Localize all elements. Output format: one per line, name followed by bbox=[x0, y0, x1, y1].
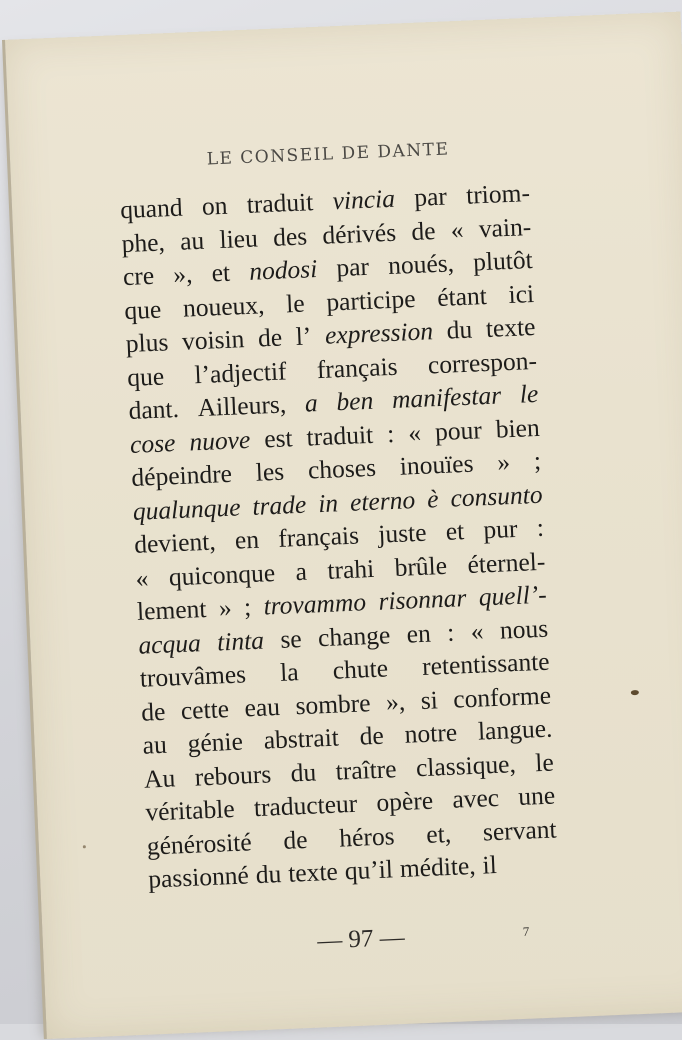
word: vain- bbox=[478, 211, 532, 243]
word: Au bbox=[143, 762, 176, 794]
word: de bbox=[359, 720, 385, 751]
word: français bbox=[316, 351, 399, 384]
word: change bbox=[317, 619, 391, 652]
word: classique, bbox=[415, 748, 517, 782]
word: traduit bbox=[305, 419, 374, 452]
word: » bbox=[496, 447, 511, 477]
italic-word: consunto bbox=[449, 479, 544, 513]
paper-speck bbox=[631, 690, 639, 695]
italic-word: trade bbox=[251, 489, 307, 521]
word: traducteur bbox=[253, 788, 358, 823]
word: rebours bbox=[194, 758, 272, 792]
word: chute bbox=[332, 653, 389, 685]
word: eau bbox=[243, 691, 281, 722]
word: participe bbox=[325, 283, 417, 317]
word: lieu bbox=[218, 222, 259, 254]
word: : bbox=[386, 418, 395, 448]
word: français bbox=[277, 520, 360, 553]
word: la bbox=[279, 657, 300, 687]
word: l’ bbox=[295, 321, 312, 351]
word: véritable bbox=[144, 793, 236, 827]
word: éternel- bbox=[466, 546, 546, 579]
word: opère bbox=[375, 785, 434, 817]
word: cre bbox=[122, 260, 155, 292]
italic-word: nodosi bbox=[248, 254, 318, 286]
word: notre bbox=[404, 717, 458, 749]
word: héros bbox=[338, 820, 396, 853]
word: plus bbox=[125, 327, 169, 359]
word: choses bbox=[307, 452, 377, 485]
running-header: LE CONSEIL DE DANTE bbox=[206, 139, 450, 170]
italic-word: qualunque bbox=[132, 491, 242, 526]
italic-word: in bbox=[317, 487, 339, 518]
word: dépeindre bbox=[130, 458, 233, 492]
word: ; bbox=[243, 592, 252, 622]
word: en bbox=[234, 524, 260, 555]
word: : bbox=[446, 617, 455, 647]
word: traduit bbox=[246, 187, 314, 219]
word: juste bbox=[377, 517, 428, 549]
word: « bbox=[450, 214, 465, 244]
italic-word: vincia bbox=[331, 183, 396, 216]
word: des bbox=[272, 220, 308, 252]
word: et bbox=[445, 516, 465, 546]
word: noueux, bbox=[182, 289, 265, 323]
italic-word: ben bbox=[335, 385, 374, 417]
italic-word: eterno bbox=[349, 484, 416, 517]
italic-word: è bbox=[426, 483, 440, 514]
word: voisin bbox=[181, 324, 245, 356]
word: », bbox=[385, 686, 406, 716]
body-text bbox=[120, 176, 559, 896]
word: : bbox=[536, 512, 545, 543]
word: Ailleurs, bbox=[197, 389, 287, 423]
word: inouïes bbox=[399, 448, 475, 481]
word: dant. bbox=[128, 393, 180, 426]
page-number: — 97 — bbox=[316, 923, 406, 955]
word: noués, bbox=[387, 248, 455, 281]
italic-word: acqua bbox=[137, 627, 202, 660]
italic-word: a bbox=[304, 388, 319, 418]
word: quand bbox=[119, 192, 184, 225]
word: texte bbox=[287, 856, 339, 888]
word: il bbox=[481, 850, 498, 880]
word: pour bbox=[434, 414, 483, 446]
word: conforme bbox=[452, 680, 552, 714]
word: lement bbox=[136, 593, 207, 626]
italic-word: expression bbox=[324, 316, 434, 350]
italic-word: nuove bbox=[188, 424, 251, 456]
word: trouvâmes bbox=[139, 659, 247, 693]
word: que bbox=[123, 294, 162, 325]
italic-word: quell’- bbox=[478, 579, 548, 612]
word: abstrait bbox=[263, 722, 340, 755]
word: quiconque bbox=[168, 557, 276, 591]
word: pur bbox=[482, 513, 519, 545]
word: au bbox=[142, 729, 168, 760]
word: langue. bbox=[477, 713, 553, 746]
word: », bbox=[172, 259, 194, 290]
word: les bbox=[255, 456, 285, 487]
word: on bbox=[201, 190, 228, 221]
word: par bbox=[335, 251, 370, 283]
word: devient, bbox=[133, 526, 217, 559]
word: passionné bbox=[147, 860, 250, 894]
signature-mark: 7 bbox=[522, 923, 530, 939]
word: « bbox=[470, 615, 485, 646]
word: du bbox=[446, 314, 473, 345]
word: correspon- bbox=[427, 345, 538, 379]
word: texte bbox=[485, 311, 536, 343]
italic-word: trovammo bbox=[263, 587, 367, 621]
word: que bbox=[126, 361, 165, 392]
word: médite, bbox=[399, 850, 477, 884]
word: génie bbox=[187, 726, 244, 758]
word: du bbox=[255, 859, 282, 890]
word: sombre bbox=[294, 687, 372, 720]
word: dérivés bbox=[321, 217, 397, 250]
word: le bbox=[534, 747, 555, 777]
word: étant bbox=[436, 280, 488, 312]
word: servant bbox=[482, 813, 558, 847]
word: trahi bbox=[326, 553, 375, 585]
word: est bbox=[263, 422, 294, 453]
word: retentissante bbox=[421, 646, 551, 681]
italic-word: cose bbox=[129, 427, 176, 459]
word: par bbox=[413, 181, 448, 212]
word: traître bbox=[335, 753, 398, 786]
word: nous bbox=[499, 613, 549, 645]
word: l’adjectif bbox=[193, 355, 288, 389]
word: cette bbox=[180, 693, 230, 725]
word: se bbox=[279, 623, 303, 654]
word: de bbox=[282, 824, 309, 855]
word: une bbox=[517, 780, 556, 812]
word: générosité bbox=[146, 826, 253, 861]
italic-word: le bbox=[519, 378, 539, 409]
word: et, bbox=[425, 818, 452, 849]
word: plutôt bbox=[472, 244, 534, 277]
word: et bbox=[211, 257, 231, 288]
word: de bbox=[257, 322, 283, 353]
word: ici bbox=[507, 278, 535, 309]
book-page bbox=[2, 12, 682, 1040]
word: a bbox=[294, 556, 308, 586]
word: de bbox=[140, 696, 166, 727]
italic-word: risonnar bbox=[377, 583, 467, 616]
italic-word: manifestar bbox=[391, 380, 502, 414]
word: « bbox=[407, 417, 422, 447]
word: ; bbox=[533, 445, 542, 476]
word: triom- bbox=[465, 178, 531, 210]
word: brûle bbox=[393, 550, 448, 582]
word: « bbox=[135, 562, 149, 593]
word: de bbox=[410, 215, 436, 246]
word: au bbox=[179, 225, 205, 256]
italic-word: tinta bbox=[216, 625, 265, 657]
word: du bbox=[290, 757, 317, 788]
word: » bbox=[218, 592, 233, 623]
word: en bbox=[406, 618, 432, 649]
word: bien bbox=[495, 412, 541, 444]
word: qu’il bbox=[344, 854, 394, 886]
paper-speck bbox=[83, 845, 86, 848]
word: avec bbox=[451, 782, 500, 814]
word: le bbox=[285, 288, 306, 318]
word: si bbox=[420, 684, 439, 715]
word: phe, bbox=[121, 226, 166, 258]
